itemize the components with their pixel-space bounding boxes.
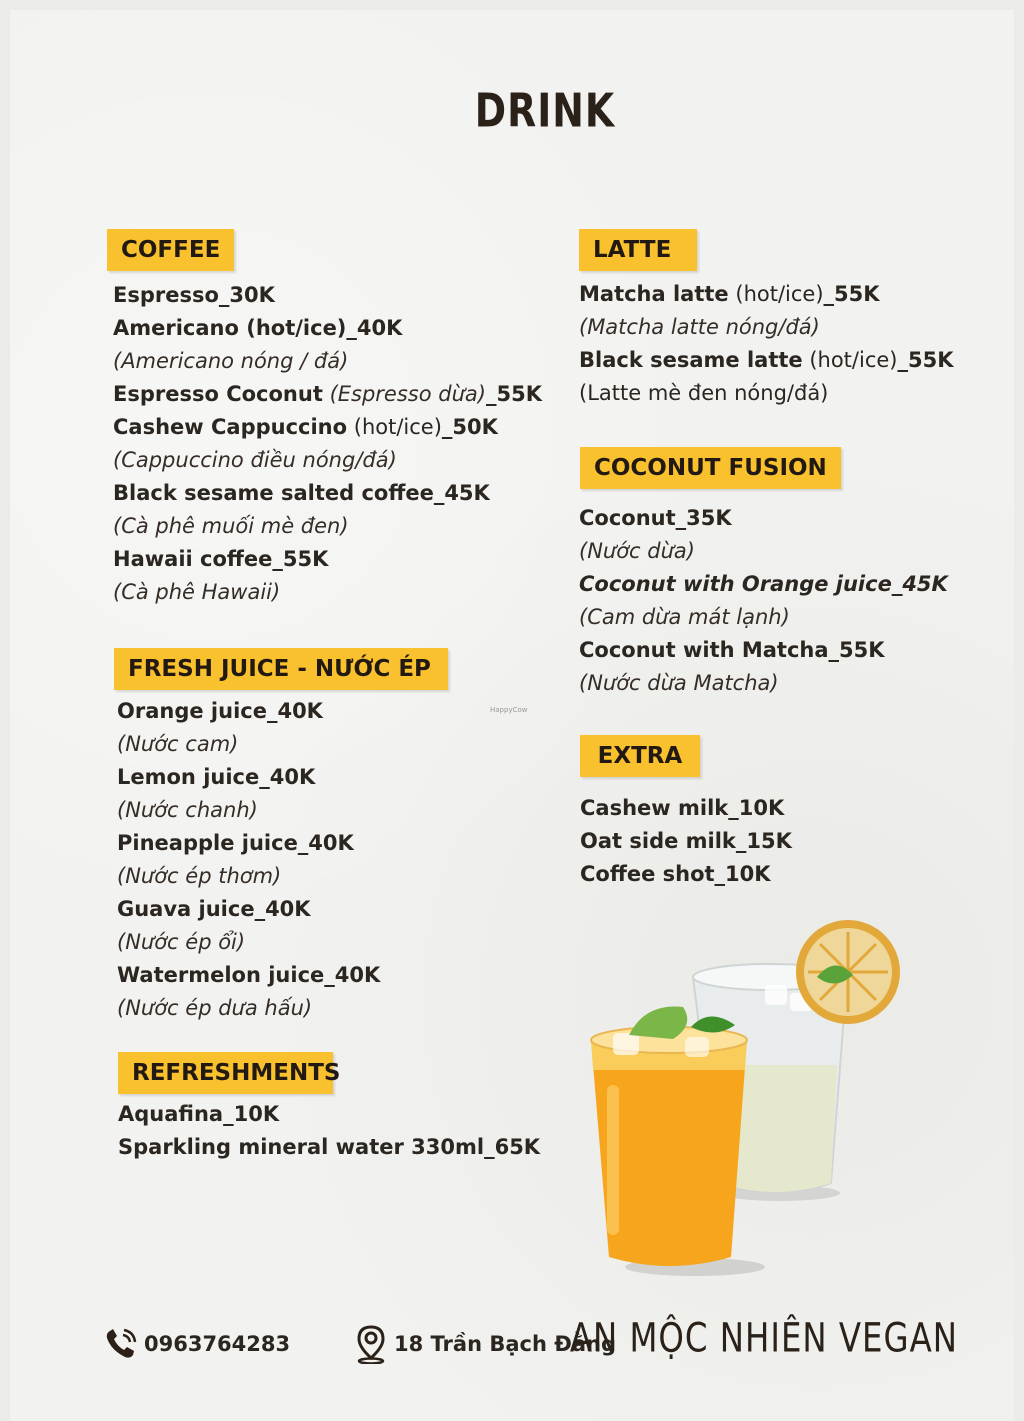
menu-item: Cashew milk_10K [580,796,785,820]
item-name: Matcha latte [579,282,729,306]
section-label-refreshments: REFRESHMENTS [118,1052,333,1094]
menu-item [579,344,953,377]
section-label-extra: EXTRA [580,735,700,777]
item-price: _55K [897,348,954,372]
item-option: (hot/ice) [735,282,824,306]
menu-item-translation: (Americano nóng / đá) [113,349,349,373]
menu-item-translation: (Cappuccino điều nóng/đá) [113,448,397,472]
footer-phone [104,1326,290,1362]
item-option: (hot/ice) [353,415,442,439]
menu-item: Orange juice_40K [117,699,323,723]
menu-item [579,278,953,311]
menu-item-translation: (Nước dừa Matcha) [579,671,779,695]
menu-item-translation: (Cam dừa mát lạnh) [579,605,790,629]
item-price: _55K [823,282,880,306]
coffee-list [113,279,542,609]
menu-item: Black sesame salted coffee_45K [113,481,490,505]
item-name: Espresso Coconut [113,382,323,406]
menu-item-translation: (Nước dừa) [579,539,695,563]
menu-item: Aquafina_10K [118,1102,280,1126]
section-label-coffee: COFFEE [107,229,234,271]
menu-item [113,378,542,411]
section-label-fresh-juice: FRESH JUICE - NƯỚC ÉP [114,648,448,690]
menu-item: Sparkling mineral water 330ml_65K [118,1135,541,1159]
extra-list [580,792,792,891]
menu-item-translation: (Nước cam) [117,732,239,756]
menu-item-translation: (Nước ép thơm) [117,864,282,888]
watermark: HappyCow [490,706,528,714]
menu-item: Oat side milk_15K [580,829,792,853]
menu-item [113,411,542,444]
location-pin-icon [354,1324,388,1364]
menu-item: Hawaii coffee_55K [113,547,329,571]
item-price: _50K [441,415,498,439]
menu-item: Lemon juice_40K [117,765,316,789]
menu-item-translation: (Cà phê Hawaii) [113,580,281,604]
menu-item: Coffee shot_10K [580,862,771,886]
juice-list [117,695,380,1025]
coconut-list [579,502,948,700]
menu-item: Watermelon juice_40K [117,963,381,987]
menu-item-translation: (Nước ép dưa hấu) [117,996,313,1020]
orange-juice-glass [591,1027,747,1266]
lime-slice-icon [629,1007,687,1039]
section-label-latte: LATTE [579,229,697,271]
menu-item-translation: (Nước chanh) [117,798,258,822]
menu-item: Coconut with Matcha_55K [579,638,885,662]
section-label-coconut-fusion: COCONUT FUSION [580,447,841,489]
phone-icon [104,1327,138,1361]
phone-number[interactable]: 0963764283 [144,1332,291,1356]
refreshments-list [118,1098,540,1164]
item-translation: (Espresso dừa) [329,382,486,406]
menu-item: Guava juice_40K [117,897,311,921]
latte-list [579,278,953,410]
menu-item-translation: (Matcha latte nóng/đá) [579,315,820,339]
menu-item: Coconut with Orange juice_45K [579,572,948,596]
address: 18 Trần Bạch Đằng [394,1332,616,1356]
brand-name: AN MỘC NHIÊN VEGAN [569,1315,958,1362]
menu-item: Coconut_35K [579,506,732,530]
item-price: _55K [485,382,542,406]
menu-title: DRINK [474,83,616,138]
menu-item-translation: (Latte mè đen nóng/đá) [579,381,829,405]
item-name: Black sesame latte [579,348,803,372]
menu-item: Espresso_30K [113,283,275,307]
drinks-photo [585,915,915,1285]
menu-item-translation: (Cà phê muối mè đen) [113,514,349,538]
menu-item-translation: (Nước ép ổi) [117,930,246,954]
item-name: Cashew Cappuccino [113,415,348,439]
menu-item: Pineapple juice_40K [117,831,354,855]
menu-item: Americano (hot/ice)_40K [113,316,403,340]
item-option: (hot/ice) [809,348,898,372]
